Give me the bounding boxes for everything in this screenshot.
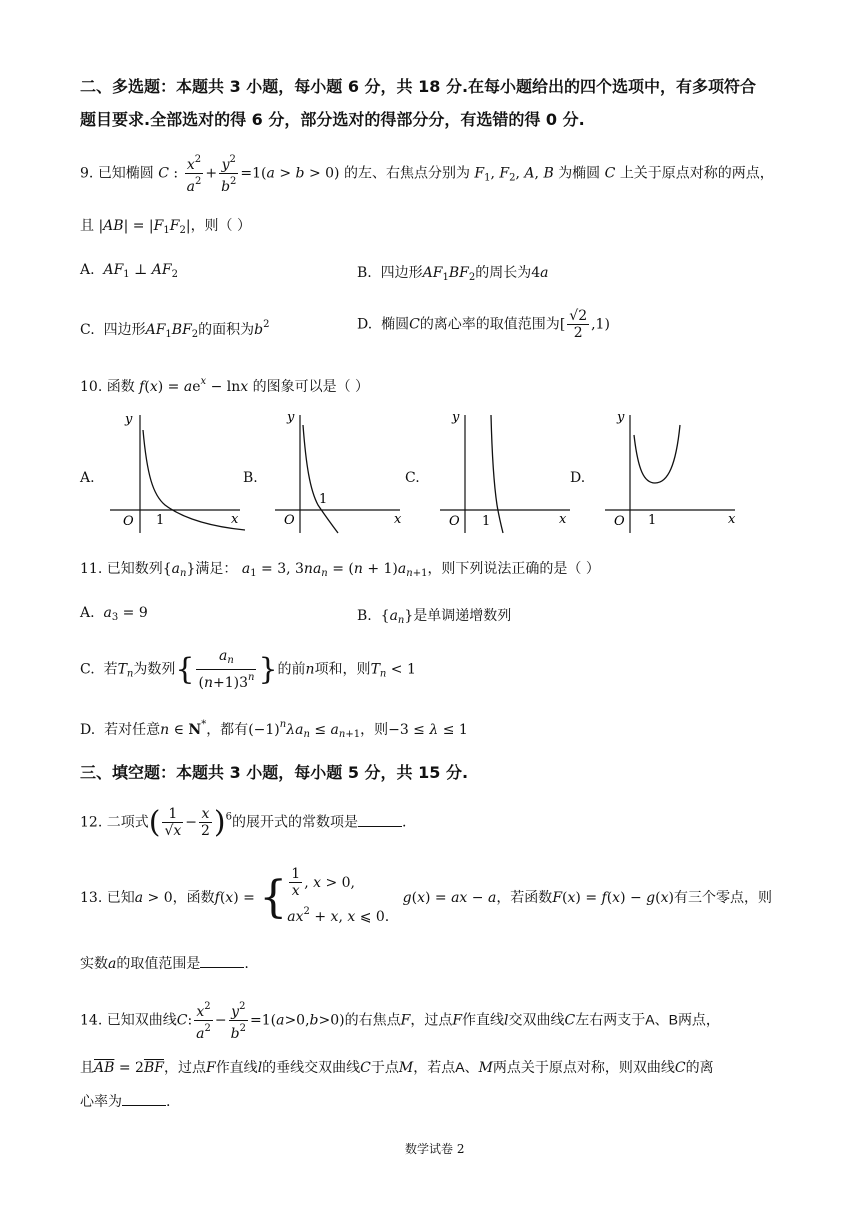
answer-blank[interactable] (122, 1093, 166, 1106)
question-14-line1: 14. 已知双曲线C: $\frac{x^2}{a^2}$ − $\frac{y^2}{b^2}$ =1(a>0,b>0)的右焦点F，过点F作直线l交双曲线C左右两支于A、B两点， (80, 1001, 720, 1042)
axis-y-label: y (617, 410, 625, 425)
axis-x-label: x (559, 512, 567, 527)
question-9-line1: 9. 已知椭圆 C : $\frac{x^2}{a^2}$ + $\frac{y^2}{b^2}$ =1(a > b > 0) 的左、右焦点分别为 $F_1$, $F_2$, A, B 为椭圆 C 上关于原点对称的两点， (80, 154, 774, 195)
q9-option-b: B. 四边形$AF_1BF_2$的周长为4a (357, 265, 549, 283)
tick-one-label: 1 (482, 514, 491, 529)
graph-c-label: C. (405, 470, 420, 486)
axis-y-label: y (125, 412, 133, 427)
question-number: 13. (80, 890, 103, 906)
question-13-line2: 实数a的取值范围是 . (80, 956, 249, 972)
q11-option-c: C. 若$T_n$为数列{ $\frac{a_n}{(n+1)3^n}$ }的前n项和，则$T_n < 1$ (80, 648, 416, 691)
q11-option-b: B. $\{a_n\}$是单调递增数列 (357, 608, 512, 626)
question-number: 11. (80, 561, 103, 577)
axis-x-label: x (728, 512, 736, 527)
q11-option-a: A. $a_3 = 9$ (80, 605, 148, 623)
origin-label: O (449, 514, 460, 529)
question-14-line2: 且$\overline{AB} = 2\overline{BF}$，过点F作直线l的垂线交双曲线C于点M，若点A、M两点关于原点对称，则双曲线C的离 (80, 1059, 714, 1076)
tick-one-label: 1 (648, 513, 657, 528)
graph-a (105, 405, 250, 535)
axis-y-label: y (452, 410, 460, 425)
graph-b (270, 405, 410, 535)
question-number: 12. (80, 814, 103, 831)
q11-option-d: D. 若对任意n ∈ N*，都有$(-1)^n\lambda a_n \le a_{n+1}$，则−3 ≤ λ ≤ 1 (80, 719, 468, 740)
graph-b-label: B. (243, 470, 258, 486)
page-footer: 数学试卷 2 (405, 1142, 465, 1156)
tick-one-label: 1 (319, 492, 328, 507)
question-12: 12. 二项式( $\frac{1}{√x}$ − $\frac{x}{2}$ )$^6$的展开式的常数项是 . (80, 805, 407, 840)
q9-option-c: C. 四边形$AF_1BF_2$的面积为$b^2$ (80, 319, 270, 340)
section2-title-line1: 二、多选题：本题共 3 小题，每小题 6 分，共 18 分.在每小题给出的四个选项中，有多项符合 (80, 77, 757, 96)
question-number: 9. (80, 165, 94, 182)
question-14-line3: 心率为 . (80, 1094, 171, 1110)
graph-c (435, 405, 575, 535)
q9-option-d: D. 椭圆C的离心率的取值范围为[ $\frac{√2}{2}$ ,1) (357, 308, 610, 341)
graph-a-label: A. (80, 470, 95, 486)
q9-option-a: A. $AF_1$ ⊥ $AF_2$ (80, 262, 178, 280)
axis-x-label: x (394, 512, 402, 527)
question-10-line1: 10. 函数 $f(x) = ae^x - \ln x$ 的图象可以是（ ） (80, 376, 370, 395)
tick-one-label: 1 (156, 513, 165, 528)
origin-label: O (614, 514, 625, 529)
question-9-line2: 且 $|AB| = |F_1F_2|$，则（ ） (80, 218, 252, 236)
axis-x-label: x (231, 512, 239, 527)
question-number: 10. (80, 379, 103, 395)
origin-label: O (123, 514, 134, 529)
question-number: 14. (80, 1012, 103, 1029)
origin-label: O (284, 513, 295, 528)
answer-blank[interactable] (358, 814, 402, 827)
answer-blank[interactable] (200, 955, 244, 968)
section3-title: 三、填空题：本题共 3 小题，每小题 5 分，共 15 分. (80, 763, 469, 782)
section2-title-line2: 题目要求.全部选对的得 6 分，部分选对的得部分分，有选错的得 0 分. (80, 110, 585, 129)
axis-y-label: y (287, 410, 295, 425)
graph-d (600, 405, 745, 535)
graph-d-label: D. (570, 470, 586, 486)
question-13-line1: 13. 已知a > 0，函数f(x) = { $\frac{1}{x}$ , x > 0, $ax^2 + x$, x ⩽ 0. g(x) = ax − a，若函数F(x) = f(x) − g(x)有三个零点，则 (80, 866, 772, 925)
question-11-line1: 11. 已知数列$\{a_n\}$满足： $a_1 = 3$, $3na_n = (n + 1)a_{n+1}$，则下列说法正确的是（ ） (80, 561, 600, 579)
